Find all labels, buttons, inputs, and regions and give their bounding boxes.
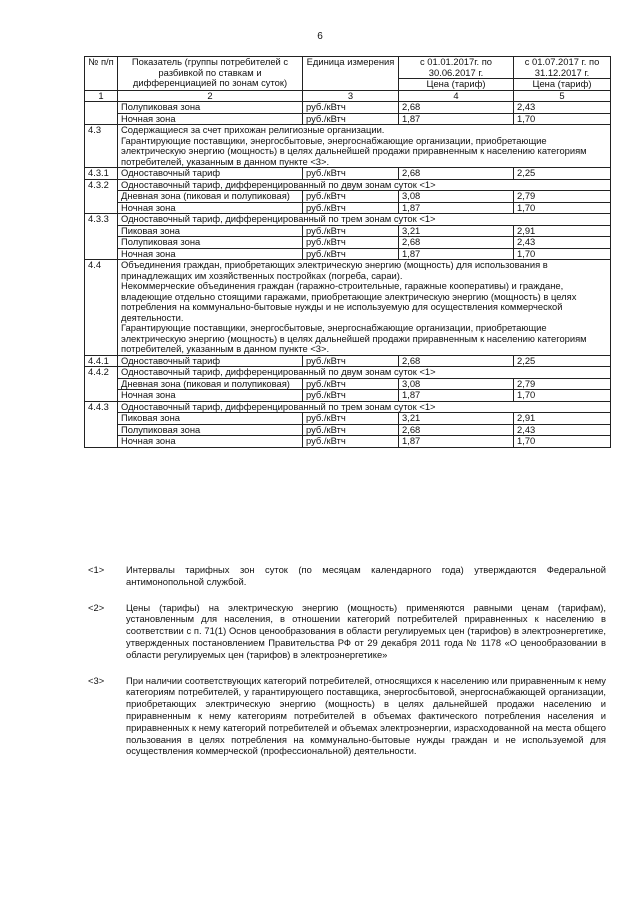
row-number: 4.3.1 (85, 168, 118, 180)
indicator-cell: Дневная зона (пиковая и полупиковая) (118, 191, 303, 203)
indicator-cell: Ночная зона (118, 202, 303, 214)
header-unit: Единица измерения (303, 57, 399, 91)
table-row (85, 355, 611, 367)
indicator-cell: Полупиковая зона (118, 424, 303, 436)
unit-cell: руб./кВтч (303, 225, 399, 237)
unit-cell: руб./кВтч (303, 113, 399, 125)
unit-cell: руб./кВтч (303, 436, 399, 448)
price-h2-cell: 2,25 (514, 355, 611, 367)
price-h1-cell: 3,08 (399, 191, 514, 203)
table-row (85, 248, 611, 260)
price-h2-cell: 2,25 (514, 168, 611, 180)
indicator-cell: Дневная зона (пиковая и полупиковая) (118, 378, 303, 390)
unit-cell: руб./кВтч (303, 102, 399, 114)
section-paragraph: Гарантирующие поставщики, энергосбытовые, энергоснабжающие организации, приобретающие электрическую энергию (мощность) в целях дальнейшей продажи приравненным к населению категориям потребителей, указанным в данном пункте <3>. (121, 134, 587, 167)
table-row (85, 113, 611, 125)
price-h2-cell: 1,70 (514, 113, 611, 125)
row-number: 4.3 (85, 125, 118, 168)
unit-cell: руб./кВтч (303, 355, 399, 367)
indicator-cell: Пиковая зона (118, 413, 303, 425)
price-h1-cell: 2,68 (399, 102, 514, 114)
section-row (85, 401, 611, 413)
footnote-text: Интервалы тарифных зон суток (по месяцам календарного года) утверждаются Федеральной антимонопольной службой. (126, 564, 606, 587)
table-body (85, 102, 611, 448)
indicator-cell: Ночная зона (118, 248, 303, 260)
table-row (85, 413, 611, 425)
section-paragraph: Содержащиеся за счет прихожан религиозные организации. (121, 124, 385, 135)
section-title (118, 125, 611, 168)
footnote (88, 564, 606, 588)
column-number: 1 (85, 90, 118, 102)
unit-cell: руб./кВтч (303, 202, 399, 214)
section-title (118, 214, 611, 226)
price-h1-cell: 1,87 (399, 113, 514, 125)
price-h2-cell: 1,70 (514, 390, 611, 402)
table-row (85, 225, 611, 237)
footnote-text: При наличии соответствующих категорий потребителей, относящихся к населению или приравненным к нему категориям потребителей, у гарантирующего поставщика, энергосбытовой, энергоснабжающей организации, приобретающих электрическую энергию (мощность) в целях дальнейшей продажи населению и приравненным к нему категориям потребителей в объемах фактического потребления населения и приравненных к нему категорий потребителей и объемах электроэнергии, израсходованной на места общего пользования в целях потребления на коммунально-бытовые нужды граждан и не используемой для осуществления коммерческой (профессиональной) деятельности. (126, 674, 606, 757)
indicator-cell: Пиковая зона (118, 225, 303, 237)
footnote-mark: <3> (88, 674, 105, 686)
header-period-1: с 01.01.2017г. по 30.06.2017 г. (399, 57, 514, 79)
section-row (85, 125, 611, 168)
table-row (85, 191, 611, 203)
indicator-cell: Одноставочный тариф (118, 355, 303, 367)
price-h1-cell: 1,87 (399, 390, 514, 402)
section-paragraph: Некоммерческие объединения граждан (гаражно-строительные, гаражные кооперативы) и граждане, владеющие отдельно стоящими гаражами, приобретающие электрическую энергию (мощность) в целях потребления на коммунально-бытовые нужды и не используемую для осуществления коммерческой деятельности. (121, 280, 577, 323)
price-h2-cell: 2,91 (514, 413, 611, 425)
section-title (118, 401, 611, 413)
price-h2-cell: 2,43 (514, 237, 611, 249)
column-number: 3 (303, 90, 399, 102)
column-number-row (85, 90, 611, 102)
footnote-text: Цены (тарифы) на электрическую энергию (мощность) применяются равными ценам (тарифам), установленным для населения, в отношении категорий потребителей приравненных к населению в соответствии с п. 71(1) Основ ценообразования в области регулируемых цен (тарифов) в электроэнергетике, утвержденных постановлением Правительства РФ от 29 декабря 2011 года № 1178 «О ценообразовании в области регулируемых цен (тарифов) в электроэнергетике» (126, 601, 606, 660)
unit-cell: руб./кВтч (303, 378, 399, 390)
table-row (85, 168, 611, 180)
unit-cell: руб./кВтч (303, 191, 399, 203)
row-number: 4.3.3 (85, 214, 118, 260)
price-h2-cell: 2,43 (514, 424, 611, 436)
price-h1-cell: 3,21 (399, 225, 514, 237)
header-period-2: с 01.07.2017 г. по 31.12.2017 г. (514, 57, 611, 79)
table-header-row (85, 57, 611, 79)
price-h2-cell: 1,70 (514, 202, 611, 214)
section-paragraph: Одноставочный тариф, дифференцированный по двум зонам суток <1> (121, 366, 436, 377)
table-row (85, 202, 611, 214)
section-title (118, 179, 611, 191)
section-paragraph: Одноставочный тариф, дифференцированный по трем зонам суток <1> (121, 213, 436, 224)
section-row (85, 179, 611, 191)
indicator-cell: Полупиковая зона (118, 237, 303, 249)
footnote-mark: <1> (88, 564, 105, 575)
price-h2-cell: 2,79 (514, 378, 611, 390)
row-number: 4.4.1 (85, 355, 118, 367)
indicator-cell: Ночная зона (118, 113, 303, 125)
indicator-cell: Одноставочный тариф (118, 168, 303, 180)
indicator-cell: Ночная зона (118, 436, 303, 448)
unit-cell: руб./кВтч (303, 390, 399, 402)
page-number: 6 (317, 31, 323, 42)
row-number: 4.4 (85, 260, 118, 356)
table-row (85, 237, 611, 249)
footnote-mark: <2> (88, 601, 105, 613)
section-title (118, 367, 611, 379)
column-number: 4 (399, 90, 514, 102)
table-row (85, 436, 611, 448)
table-row (85, 390, 611, 402)
header-num: № п/п (85, 57, 118, 91)
section-row (85, 367, 611, 379)
section-row (85, 260, 611, 356)
unit-cell: руб./кВтч (303, 248, 399, 260)
indicator-cell: Ночная зона (118, 390, 303, 402)
section-paragraph: Объединения граждан, приобретающих электрическую энергию (мощность) для использования в принадлежащих им хозяйственных постройках (погреба, сараи). (121, 259, 548, 281)
header-price-1: Цена (тариф) (399, 79, 514, 91)
price-h1-cell: 1,87 (399, 436, 514, 448)
price-h2-cell: 1,70 (514, 248, 611, 260)
price-h1-cell: 2,68 (399, 424, 514, 436)
price-h1-cell: 2,68 (399, 237, 514, 249)
row-number: 4.3.2 (85, 179, 118, 214)
unit-cell: руб./кВтч (303, 424, 399, 436)
table-row (85, 102, 611, 114)
row-number: 4.4.3 (85, 401, 118, 447)
footnote (88, 602, 606, 661)
price-h1-cell: 1,87 (399, 202, 514, 214)
header-indicator: Показатель (группы потребителей с разбивкой по ставкам и дифференциацией по зонам суток) (118, 57, 303, 91)
price-h1-cell: 2,68 (399, 168, 514, 180)
unit-cell: руб./кВтч (303, 237, 399, 249)
column-number: 5 (514, 90, 611, 102)
indicator-cell: Полупиковая зона (118, 102, 303, 114)
price-h2-cell: 2,91 (514, 225, 611, 237)
section-paragraph: Одноставочный тариф, дифференцированный по трем зонам суток <1> (121, 400, 436, 412)
section-row (85, 214, 611, 226)
table-row (85, 378, 611, 390)
unit-cell: руб./кВтч (303, 413, 399, 425)
tariff-table (84, 56, 611, 448)
column-number: 2 (118, 90, 303, 102)
price-h1-cell: 3,21 (399, 413, 514, 425)
section-paragraph: Гарантирующие поставщики, энергосбытовые, энергоснабжающие организации, приобретающие электрическую энергию (мощность) в целях дальнейшей продажи приравненным к населению категориям потребителей, указанным в данном пункте <3>. (121, 322, 587, 354)
price-h2-cell: 2,79 (514, 191, 611, 203)
header-price-2: Цена (тариф) (514, 79, 611, 91)
section-title (118, 260, 611, 356)
price-h2-cell: 2,43 (514, 102, 611, 114)
row-number (85, 102, 118, 125)
footnotes (88, 564, 606, 771)
price-h1-cell: 2,68 (399, 355, 514, 367)
price-h2-cell: 1,70 (514, 436, 611, 448)
price-h1-cell: 3,08 (399, 378, 514, 390)
section-paragraph: Одноставочный тариф, дифференцированный по двум зонам суток <1> (121, 178, 436, 190)
footnote (88, 675, 606, 758)
table-row (85, 424, 611, 436)
price-h1-cell: 1,87 (399, 248, 514, 260)
unit-cell: руб./кВтч (303, 168, 399, 180)
row-number: 4.4.2 (85, 367, 118, 402)
